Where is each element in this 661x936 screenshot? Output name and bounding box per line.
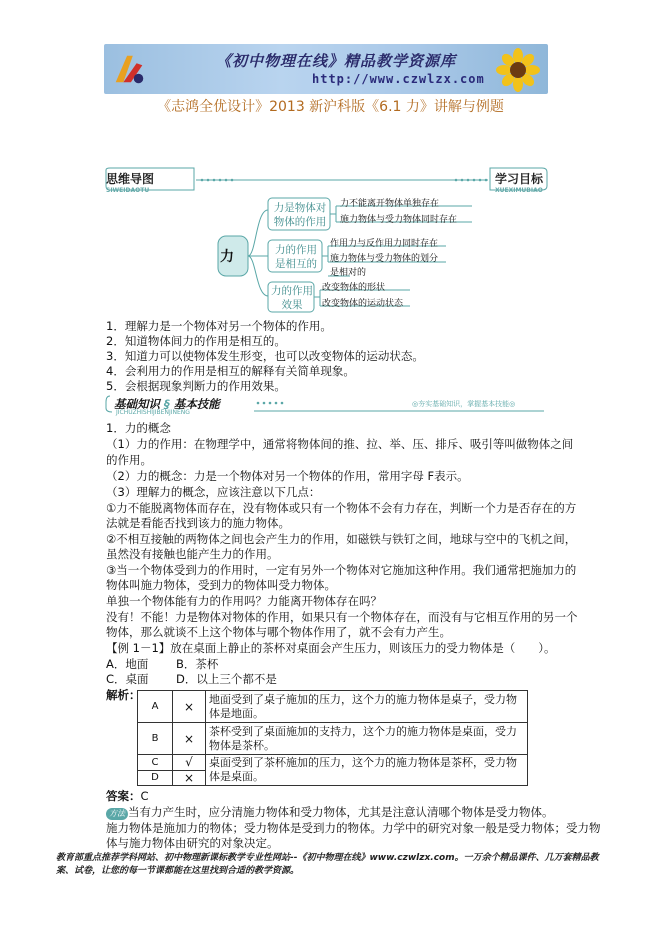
row-text: 茶杯受到了桌面施加的支持力，这个力的施力物体是桌面，受力物体是茶杯。	[206, 723, 528, 755]
analysis-table	[137, 690, 528, 786]
section-title-en: JICHUZHISHIJIBENJINENG	[116, 409, 190, 416]
section-motto: ◎夯实基础知识，掌握基本技能◎	[412, 400, 516, 408]
banner-title: 《初中物理在线》精品教学资源库	[216, 52, 457, 70]
answer-value: C	[140, 789, 149, 803]
tip-text: 施力物体是施加力的物体；受力物体是受到力的物体。力学中的研究对象一般是受力物体；受力物	[106, 821, 601, 835]
objective-item: 3．知道力可以使物体发生形变，也可以改变物体的运动状态。	[106, 349, 424, 363]
mindmap-branch-1: 力是物体对物体的作用	[273, 202, 327, 228]
mindmap-header-bar	[104, 166, 549, 194]
answer-line	[106, 788, 149, 804]
row-mark: ×	[173, 691, 206, 723]
row-option: C	[138, 755, 173, 771]
body-answer: 没有！不能！力是物体对物体的作用，如果只有一个物体存在，而没有与它相互作用的另一个	[106, 610, 578, 624]
body-para: 物体叫施力物体，受到力的物体叫受力物体。	[106, 578, 336, 592]
mindmap-heading-text: 思维导图	[106, 172, 155, 186]
objective-item: 1．理解力是一个物体对另一个物体的作用。	[106, 319, 332, 333]
objective-item: 2．知道物体间力的作用是相互的。	[106, 334, 286, 348]
section-title-2: 基本技能	[173, 397, 220, 411]
body-para: ②不相互接触的两物体之间也会产生力的作用，如磁铁与铁钉之间，地球与空中的飞机之间，	[106, 532, 577, 546]
body-question: 单独一个物体能有力的作用吗？力能离开物体存在吗？	[106, 594, 382, 608]
mindmap-item: 作用力与反作用力同时存在	[330, 239, 439, 249]
mindmap-root: 力	[220, 249, 234, 265]
mindmap-branch-3: 力的作用效果	[271, 285, 313, 311]
row-mark: ×	[173, 723, 206, 755]
objective-item: 4．会利用力的作用是相互的解释有关简单现象。	[106, 364, 355, 378]
section-title-1: 基础知识	[114, 397, 160, 411]
row-text: 桌面受到了茶杯施加的压力，这个力的施力物体是茶杯，受力物体是桌面。	[206, 755, 528, 786]
row-option: B	[138, 723, 173, 755]
body-para: 虽然没有接触也能产生力的作用。	[106, 547, 279, 561]
row-mark: ×	[173, 770, 206, 786]
section-title: 基础知识 § 基本技能	[114, 397, 220, 411]
body-para: ①力不能脱离物体而存在，没有物体或只有一个物体不会有力存在，判断一个力是否存在的方	[106, 501, 577, 515]
mindmap-item: 改变物体的形状	[322, 283, 386, 293]
mindmap-item: 改变物体的运动状态	[322, 299, 404, 309]
row-text: 地面受到了桌子施加的压力，这个力的施力物体是桌子，受力物体是地面。	[206, 691, 528, 723]
body-para: 的作用。	[106, 453, 152, 467]
mindmap-heading	[106, 170, 154, 194]
option-a: A．地面	[106, 657, 149, 671]
example-stem: 【例 1－1】放在桌面上静止的茶杯对桌面会产生压力，则该压力的受力物体是（ ）。	[106, 641, 556, 655]
analysis-label: 解析：	[106, 688, 141, 702]
mindmap-heading-en: SIWEIDAOTU	[106, 187, 150, 194]
body-answer: 物体，那么就谈不上这个物体与哪个物体作用了，就不会有力产生。	[106, 625, 451, 639]
body-heading: 1．力的概念	[106, 421, 171, 435]
option-b: B．茶杯	[176, 657, 219, 671]
site-logo-icon	[110, 50, 148, 88]
body-para: ③当一个物体受到力的作用时，一定有另外一个物体对它施加这种作用。我们通常把施加力的	[106, 563, 577, 577]
banner-url[interactable]: http://www.czwlzx.com	[312, 72, 485, 86]
mindmap-branch-2: 力的作用是相互的	[275, 244, 317, 270]
header-banner	[104, 44, 548, 94]
table-row	[138, 691, 528, 723]
sunflower-icon	[496, 48, 540, 92]
row-option: A	[138, 691, 173, 723]
mindmap-item: 施力物体与受力物体的划分是相对的	[330, 254, 439, 278]
answer-label: 答案：	[106, 789, 141, 803]
mindmap-item: 力不能离开物体单独存在	[340, 199, 440, 209]
option-c: C．桌面	[106, 672, 149, 686]
body-para: （1）力的作用：在物理学中，通常将物体间的推、拉、举、压、排斥、吸引等叫做物体之间	[106, 437, 574, 451]
table-row	[138, 723, 528, 755]
footer-note: 教育部重点推荐学科网站、初中物理新课标教学专业性网站--《初中物理在线》www.czwlzx.com。一万余个精品课件、几万套精品教案、试卷，让您的每一节课都能在这里找到合适的教学资源。	[56, 853, 599, 876]
row-option: D	[138, 770, 173, 786]
body-para: （3）理解力的概念，应该注意以下几点：	[106, 485, 321, 499]
tip-line	[106, 804, 554, 820]
tip-text: 当有力产生时，应分清施力物体和受力物体，尤其是注意认清哪个物体是受力物体。	[128, 805, 554, 819]
option-d: D．以上三个都不是	[176, 672, 277, 686]
objectives-heading-en: XUEXIMUBIAO	[495, 187, 543, 194]
table-row	[138, 755, 528, 771]
mindmap-item: 施力物体与受力物体同时存在	[340, 215, 458, 225]
tip-badge: 方法	[106, 808, 128, 820]
document-title: 《志鸿全优设计》2013 新沪科版《6.1 力》讲解与例题	[157, 99, 504, 115]
row-mark: √	[173, 755, 206, 771]
objectives-heading	[495, 170, 543, 194]
tip-text: 体与施力物体由研究的对象决定。	[106, 836, 279, 850]
body-para: 法就是看能否找到该力的施力物体。	[106, 516, 290, 530]
objectives-heading-text: 学习目标	[495, 172, 544, 186]
body-para: （2）力的概念：力是一个物体对另一个物体的作用，常用字母 F表示。	[106, 469, 469, 483]
objective-item: 5．会根据现象判断力的作用效果。	[106, 379, 286, 393]
